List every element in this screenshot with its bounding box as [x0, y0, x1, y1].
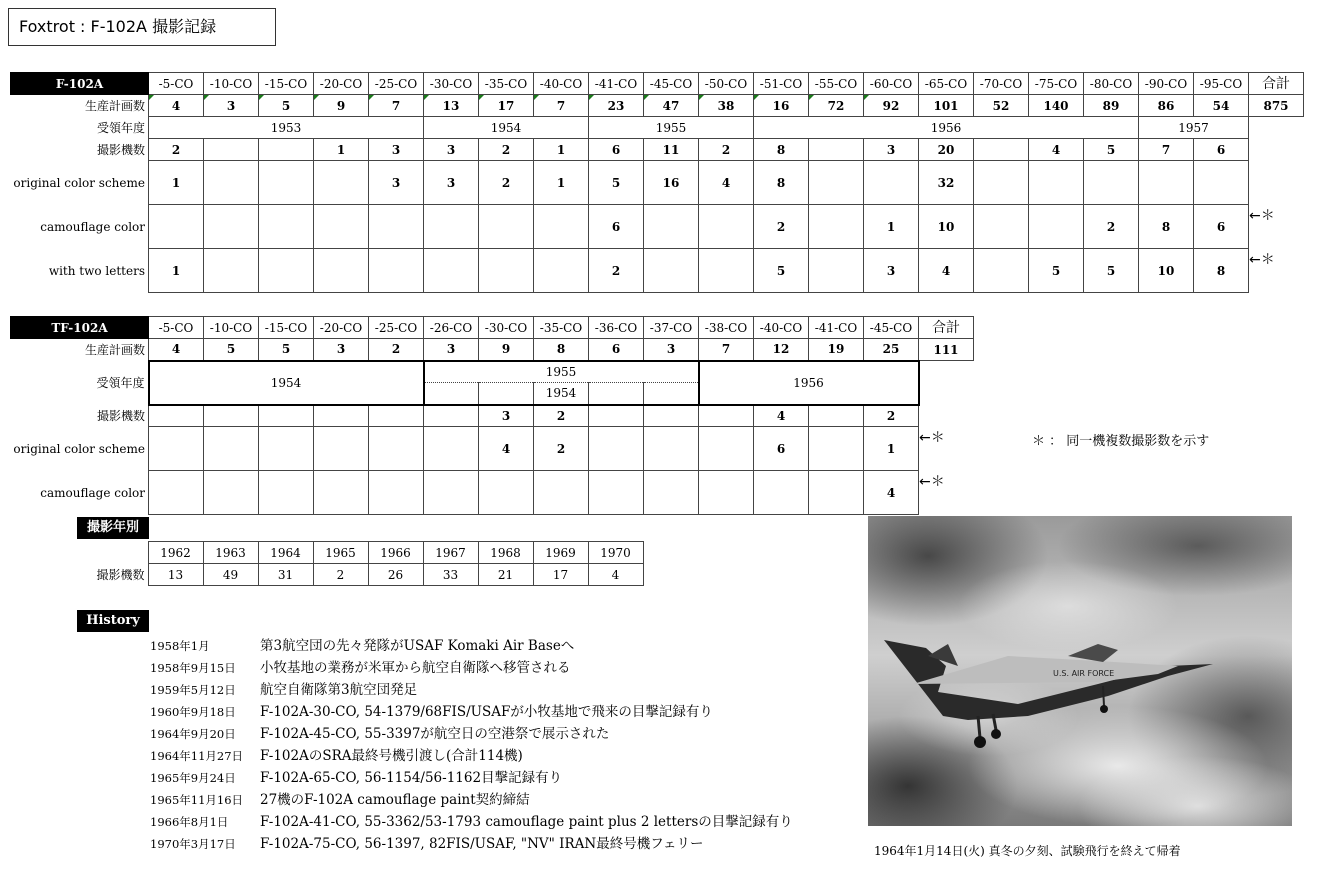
photographed-cell: 3	[369, 139, 424, 161]
tf102a-col-header: -37-CO	[644, 317, 699, 339]
history-item	[150, 832, 704, 852]
original-cell	[1084, 161, 1139, 205]
photographed-cell: 2	[864, 405, 919, 427]
original-cell	[1194, 161, 1249, 205]
production-cell: 2	[369, 339, 424, 361]
production-cell: 23	[589, 95, 644, 117]
year-span: 1956	[699, 361, 919, 405]
photographed-cell	[809, 139, 864, 161]
two-letters-cell: 10	[1139, 249, 1194, 293]
by-year-table	[10, 541, 644, 586]
count-cell: 17	[533, 564, 588, 586]
production-cell: 3	[424, 339, 479, 361]
f102a-col-header: -51-CO	[754, 73, 809, 95]
history-item	[150, 766, 562, 786]
count-cell: 49	[203, 564, 258, 586]
footnote-arrow: ←＊	[919, 429, 945, 446]
count-cell: 2	[313, 564, 368, 586]
original-cell: 2	[534, 427, 589, 471]
row-label: 撮影機数	[96, 567, 145, 582]
aircraft-marking: U.S. AIR FORCE	[1053, 669, 1115, 678]
history-text: F-102A-65-CO, 56-1154/56-1162目撃記録有り	[260, 770, 563, 786]
history-text: 27機のF-102A camouflage paint契約締結	[260, 792, 530, 808]
production-cell: 19	[809, 339, 864, 361]
year-cell: 1964	[258, 542, 313, 564]
f102a-col-header: -5-CO	[149, 73, 204, 95]
count-cell: 26	[368, 564, 423, 586]
f102a-photographed-row	[11, 139, 1304, 161]
production-cell: 12	[754, 339, 809, 361]
tf102a-col-header: -30-CO	[479, 317, 534, 339]
photographed-cell: 4	[754, 405, 809, 427]
f102a-col-header: -60-CO	[864, 73, 919, 95]
production-cell: 4	[149, 339, 204, 361]
history-item	[150, 722, 609, 742]
photographed-cell	[424, 405, 479, 427]
history-date: 1966年8月1日	[150, 815, 229, 829]
history-item	[150, 656, 571, 676]
camouflage-cell: 2	[754, 205, 809, 249]
history-text: F-102A-75-CO, 56-1397, 82FIS/USAF, "NV" IRAN最終号機フェリー	[260, 836, 704, 852]
tf102a-camouflage-row	[11, 471, 974, 515]
tf102a-col-header: -41-CO	[809, 317, 864, 339]
production-cell: 8	[534, 339, 589, 361]
tf102a-col-header: -36-CO	[589, 317, 644, 339]
camouflage-cell: 6	[589, 205, 644, 249]
row-label: 生産計画数	[84, 342, 145, 357]
f102a-col-header: -40-CO	[534, 73, 589, 95]
original-cell	[149, 427, 204, 471]
production-cell: 5	[259, 95, 314, 117]
by-year-count-row	[10, 564, 643, 586]
production-total: 875	[1249, 95, 1304, 117]
production-cell: 9	[314, 95, 369, 117]
row-label: camouflage color	[40, 485, 145, 500]
original-cell	[974, 161, 1029, 205]
year-span: 1955	[589, 117, 754, 139]
f102a-col-header: -10-CO	[204, 73, 259, 95]
photographed-cell: 3	[479, 405, 534, 427]
year-span: 1954	[424, 117, 589, 139]
f102a-col-header: -55-CO	[809, 73, 864, 95]
photographed-cell: 1	[534, 139, 589, 161]
camouflage-cell: 10	[919, 205, 974, 249]
photo-caption: 1964年1月14日(火) 真冬の夕刻、試験飛行を終えて帰着	[874, 844, 1181, 858]
f102a-col-header: -90-CO	[1139, 73, 1194, 95]
production-cell: 140	[1029, 95, 1084, 117]
production-cell: 17	[479, 95, 534, 117]
camouflage-cell	[974, 205, 1029, 249]
photographed-cell: 1	[314, 139, 369, 161]
f102a-col-header: -15-CO	[259, 73, 314, 95]
two-letters-cell: 5	[1084, 249, 1139, 293]
row-label: 撮影機数	[96, 408, 145, 423]
original-cell	[204, 427, 259, 471]
photographed-cell: 6	[589, 139, 644, 161]
two-letters-cell	[699, 249, 754, 293]
footnote-arrow: ←＊	[919, 473, 945, 490]
history-item	[150, 700, 713, 720]
history-date: 1958年1月	[150, 639, 210, 653]
photographed-cell: 11	[644, 139, 699, 161]
photographed-cell: 2	[149, 139, 204, 161]
two-letters-cell: 5	[754, 249, 809, 293]
f102a-production-row	[11, 95, 1304, 117]
row-label: 生産計画数	[84, 98, 145, 113]
history-item	[150, 634, 574, 654]
two-letters-cell: 2	[589, 249, 644, 293]
tf102a-col-header: -20-CO	[314, 317, 369, 339]
original-cell: 5	[589, 161, 644, 205]
tf102a-col-header: -10-CO	[204, 317, 259, 339]
two-letters-cell	[974, 249, 1029, 293]
original-cell	[864, 161, 919, 205]
original-cell: 6	[754, 427, 809, 471]
f102a-col-header: -45-CO	[644, 73, 699, 95]
camouflage-cell	[369, 471, 424, 515]
year-span: 1957	[1139, 117, 1249, 139]
original-cell	[699, 427, 754, 471]
camouflage-cell: 6	[1194, 205, 1249, 249]
history-date: 1960年9月18日	[150, 705, 236, 719]
original-cell: 8	[754, 161, 809, 205]
f102a-col-header: -41-CO	[589, 73, 644, 95]
row-label: 受領年度	[96, 120, 145, 135]
photographed-cell	[369, 405, 424, 427]
two-letters-cell	[424, 249, 479, 293]
production-cell: 38	[699, 95, 754, 117]
by-year-header: 撮影年別	[77, 517, 149, 539]
original-cell: 3	[369, 161, 424, 205]
original-cell	[1139, 161, 1194, 205]
production-cell: 89	[1084, 95, 1139, 117]
row-label: original color scheme	[13, 175, 145, 190]
history-text: F-102A-30-CO, 54-1379/68FIS/USAFが小牧基地で飛来の目撃記録有り	[260, 704, 713, 720]
original-cell: 3	[424, 161, 479, 205]
photographed-cell	[204, 139, 259, 161]
photographed-cell	[589, 405, 644, 427]
camouflage-cell	[424, 205, 479, 249]
camouflage-cell	[424, 471, 479, 515]
two-letters-cell: 1	[149, 249, 204, 293]
year-cell: 1965	[313, 542, 368, 564]
two-letters-cell	[369, 249, 424, 293]
row-label: with two letters	[48, 263, 145, 278]
f102a-col-header: -25-CO	[369, 73, 424, 95]
original-cell	[369, 427, 424, 471]
history-date: 1965年9月24日	[150, 771, 236, 785]
photographed-cell: 8	[754, 139, 809, 161]
production-cell: 86	[1139, 95, 1194, 117]
production-total: 111	[919, 339, 974, 361]
count-cell: 21	[478, 564, 533, 586]
original-cell	[589, 427, 644, 471]
production-cell: 47	[644, 95, 699, 117]
history-text: 小牧基地の業務が米軍から航空自衛隊へ移管される	[260, 660, 571, 676]
f102a-years-row	[11, 117, 1304, 139]
original-cell	[424, 427, 479, 471]
camouflage-cell	[644, 471, 699, 515]
two-letters-cell: 3	[864, 249, 919, 293]
original-cell: 1	[534, 161, 589, 205]
row-label: camouflage color	[40, 219, 145, 234]
camouflage-cell	[259, 471, 314, 515]
camouflage-cell	[479, 471, 534, 515]
history-text: 航空自衛隊第3航空団発足	[260, 682, 418, 698]
original-cell: 32	[919, 161, 974, 205]
two-letters-cell	[314, 249, 369, 293]
camouflage-cell	[809, 205, 864, 249]
production-cell: 9	[479, 339, 534, 361]
production-cell: 3	[204, 95, 259, 117]
production-cell: 72	[809, 95, 864, 117]
original-cell	[809, 427, 864, 471]
history-date: 1970年3月17日	[150, 837, 236, 851]
tf102a-original-row	[11, 427, 974, 471]
camouflage-cell: 4	[864, 471, 919, 515]
camouflage-cell	[149, 471, 204, 515]
camouflage-cell	[479, 205, 534, 249]
tf102a-production-row	[11, 339, 974, 361]
history-item	[150, 788, 530, 808]
f102a-camouflage-row	[11, 205, 1304, 249]
history-item	[150, 744, 523, 764]
tf102a-col-header: -45-CO	[864, 317, 919, 339]
year-cell: 1969	[533, 542, 588, 564]
by-year-years-row	[10, 542, 643, 564]
year-cell: 1962	[148, 542, 203, 564]
camouflage-cell	[699, 471, 754, 515]
aircraft-photo	[868, 516, 1292, 826]
original-cell	[1029, 161, 1084, 205]
camouflage-cell	[369, 205, 424, 249]
production-cell: 101	[919, 95, 974, 117]
history-text: F-102A-41-CO, 55-3362/53-1793 camouflage paint plus 2 lettersの目撃記録有り	[260, 814, 793, 830]
year-cell: 1967	[423, 542, 478, 564]
production-cell: 92	[864, 95, 919, 117]
two-letters-cell: 4	[919, 249, 974, 293]
aircraft-photo-image	[868, 516, 1292, 826]
original-cell: 1	[149, 161, 204, 205]
production-cell: 16	[754, 95, 809, 117]
tf102a-years-row-a	[11, 361, 974, 383]
camouflage-cell: 2	[1084, 205, 1139, 249]
history-date: 1965年11月16日	[150, 793, 244, 807]
photographed-cell	[204, 405, 259, 427]
tf102a-total-header: 合計	[919, 317, 974, 339]
year-span: 1954	[534, 383, 589, 405]
two-letters-cell	[534, 249, 589, 293]
photographed-cell	[259, 139, 314, 161]
photographed-cell: 2	[699, 139, 754, 161]
year-cell: 1966	[368, 542, 423, 564]
original-cell: 2	[479, 161, 534, 205]
year-span: 1954	[149, 361, 424, 405]
original-cell: 4	[699, 161, 754, 205]
production-cell: 13	[424, 95, 479, 117]
camouflage-cell	[809, 471, 864, 515]
production-cell: 3	[644, 339, 699, 361]
original-cell	[809, 161, 864, 205]
year-cell: 1963	[203, 542, 258, 564]
tf102a-col-header: -26-CO	[424, 317, 479, 339]
f102a-col-header: -80-CO	[1084, 73, 1139, 95]
production-cell: 4	[149, 95, 204, 117]
production-cell: 54	[1194, 95, 1249, 117]
f102a-original-row	[11, 161, 1304, 205]
history-date: 1958年9月15日	[150, 661, 236, 675]
tf102a-col-header: -35-CO	[534, 317, 589, 339]
original-cell: 1	[864, 427, 919, 471]
history-item	[150, 810, 793, 830]
tf102a-col-header: -40-CO	[754, 317, 809, 339]
f102a-col-header: -70-CO	[974, 73, 1029, 95]
f102a-label: F-102A	[11, 73, 149, 95]
tf102a-photographed-row	[11, 405, 974, 427]
f102a-col-header: -30-CO	[424, 73, 479, 95]
original-cell	[314, 427, 369, 471]
camouflage-cell	[259, 205, 314, 249]
camouflage-cell	[534, 471, 589, 515]
year-span: 1953	[149, 117, 424, 139]
history-list	[150, 634, 850, 854]
original-cell	[644, 427, 699, 471]
two-letters-cell: 5	[1029, 249, 1084, 293]
count-cell: 4	[588, 564, 643, 586]
f102a-col-header: -75-CO	[1029, 73, 1084, 95]
photographed-cell: 6	[1194, 139, 1249, 161]
two-letters-cell	[479, 249, 534, 293]
photographed-cell	[974, 139, 1029, 161]
row-label: 撮影機数	[96, 142, 145, 157]
history-text: F-102A-45-CO, 55-3397が航空日の空港祭で展示された	[260, 726, 610, 742]
f102a-col-header: -35-CO	[479, 73, 534, 95]
history-date: 1964年9月20日	[150, 727, 236, 741]
production-cell: 6	[589, 339, 644, 361]
f102a-header-row	[11, 73, 1304, 95]
photographed-cell: 4	[1029, 139, 1084, 161]
camouflage-cell: 8	[1139, 205, 1194, 249]
production-cell: 52	[974, 95, 1029, 117]
f102a-total-header: 合計	[1249, 73, 1304, 95]
count-cell: 13	[148, 564, 203, 586]
original-cell	[204, 161, 259, 205]
f102a-col-header: -50-CO	[699, 73, 754, 95]
tf102a-col-header: -15-CO	[259, 317, 314, 339]
camouflage-cell	[314, 205, 369, 249]
camouflage-cell	[754, 471, 809, 515]
camouflage-cell	[534, 205, 589, 249]
tf102a-label: TF-102A	[11, 317, 149, 339]
count-cell: 33	[423, 564, 478, 586]
tf102a-col-header: -5-CO	[149, 317, 204, 339]
production-cell: 3	[314, 339, 369, 361]
year-span: 1955	[424, 361, 699, 383]
original-cell: 16	[644, 161, 699, 205]
photographed-cell	[314, 405, 369, 427]
two-letters-cell	[809, 249, 864, 293]
camouflage-cell	[204, 471, 259, 515]
tf102a-col-header: -38-CO	[699, 317, 754, 339]
year-cell: 1968	[478, 542, 533, 564]
camouflage-cell	[314, 471, 369, 515]
camouflage-cell	[149, 205, 204, 249]
production-cell: 5	[259, 339, 314, 361]
production-cell: 25	[864, 339, 919, 361]
original-cell	[259, 161, 314, 205]
two-letters-cell: 8	[1194, 249, 1249, 293]
photographed-cell: 2	[479, 139, 534, 161]
tf102a-col-header: -25-CO	[369, 317, 424, 339]
original-cell: 4	[479, 427, 534, 471]
photographed-cell: 3	[424, 139, 479, 161]
count-cell: 31	[258, 564, 313, 586]
photographed-cell: 20	[919, 139, 974, 161]
original-cell	[314, 161, 369, 205]
history-item	[150, 678, 417, 698]
history-date: 1964年11月27日	[150, 749, 244, 763]
photographed-cell: 7	[1139, 139, 1194, 161]
footnote-arrow: ←＊	[1249, 207, 1275, 224]
history-date: 1959年5月12日	[150, 683, 236, 697]
history-text: 第3航空団の先々発隊がUSAF Komaki Air Baseへ	[260, 638, 575, 654]
footnote-arrow: ←＊	[1249, 251, 1275, 268]
year-span: 1956	[754, 117, 1139, 139]
tf102a-header-row	[11, 317, 974, 339]
history-header: History	[77, 610, 149, 632]
camouflage-cell: 1	[864, 205, 919, 249]
two-letters-cell	[204, 249, 259, 293]
camouflage-cell	[699, 205, 754, 249]
photographed-cell	[149, 405, 204, 427]
camouflage-cell	[204, 205, 259, 249]
year-cell: 1970	[588, 542, 643, 564]
history-text: F-102AのSRA最終号機引渡し(合計114機)	[260, 748, 523, 764]
f102a-table	[10, 72, 1304, 293]
photographed-cell: 3	[864, 139, 919, 161]
production-cell: 5	[204, 339, 259, 361]
photographed-cell	[699, 405, 754, 427]
tf102a-table	[10, 316, 974, 515]
photographed-cell	[259, 405, 314, 427]
asterisk-footnote: ＊ ： 同一機複数撮影数を示す	[1032, 434, 1210, 449]
camouflage-cell	[589, 471, 644, 515]
camouflage-cell	[644, 205, 699, 249]
page-title: Foxtrot : F-102A 撮影記録	[8, 8, 276, 46]
f102a-col-header: -65-CO	[919, 73, 974, 95]
row-label: original color scheme	[13, 441, 145, 456]
production-cell: 7	[534, 95, 589, 117]
original-cell	[259, 427, 314, 471]
row-label: 受領年度	[96, 375, 145, 390]
f102a-col-header: -20-CO	[314, 73, 369, 95]
photographed-cell: 5	[1084, 139, 1139, 161]
two-letters-cell	[259, 249, 314, 293]
f102a-two-letters-row	[11, 249, 1304, 293]
production-cell: 7	[369, 95, 424, 117]
two-letters-cell	[644, 249, 699, 293]
production-cell: 7	[699, 339, 754, 361]
photographed-cell: 2	[534, 405, 589, 427]
camouflage-cell	[1029, 205, 1084, 249]
f102a-col-header: -95-CO	[1194, 73, 1249, 95]
photographed-cell	[809, 405, 864, 427]
photographed-cell	[644, 405, 699, 427]
